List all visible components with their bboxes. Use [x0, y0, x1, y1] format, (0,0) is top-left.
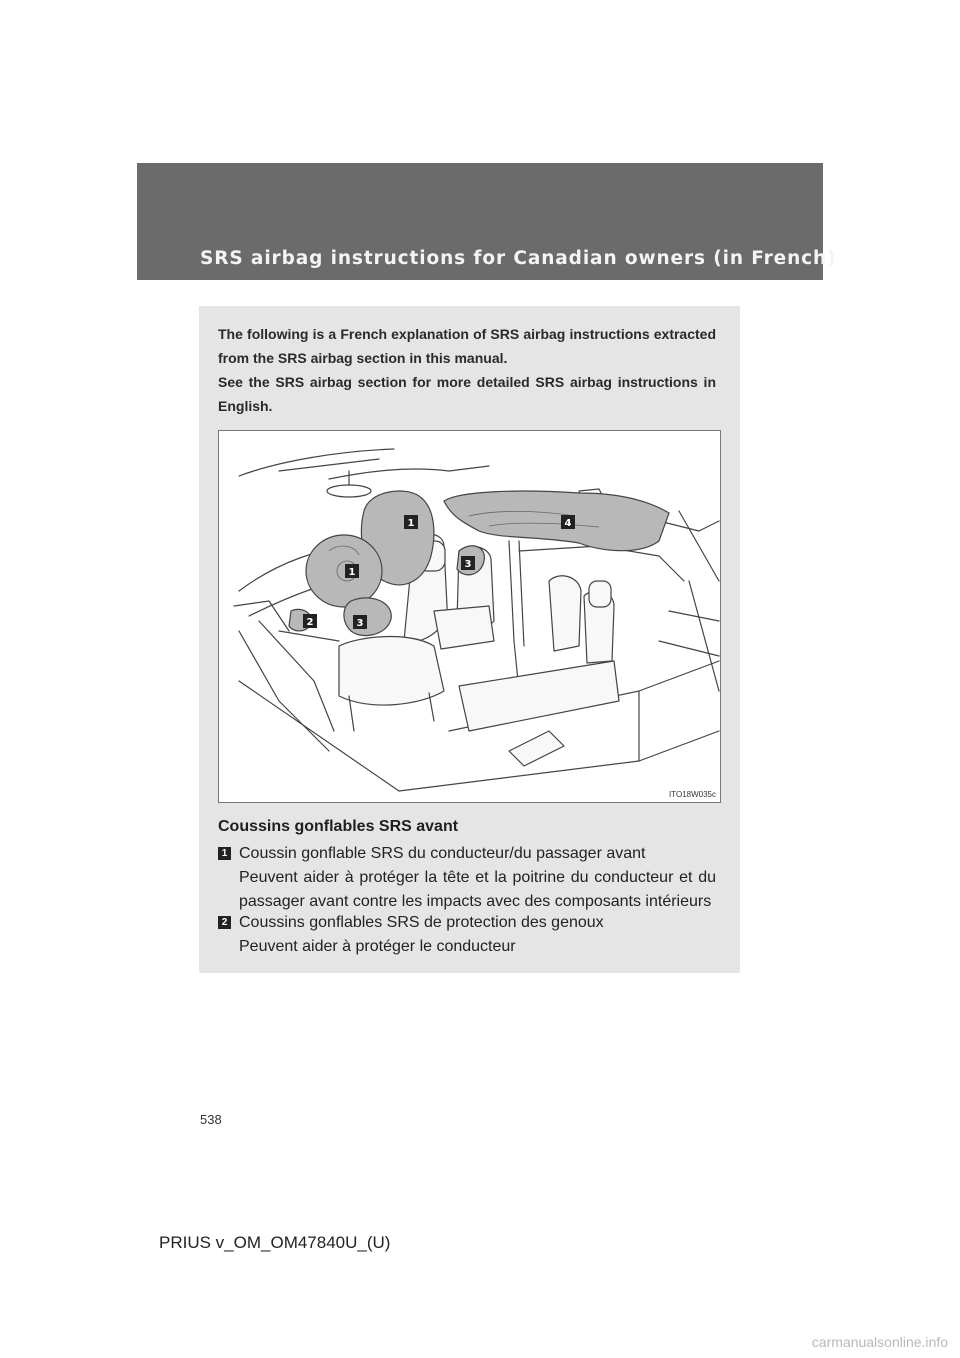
watermark: carmanualsonline.info [811, 1334, 948, 1350]
list-item-1 [218, 842, 716, 914]
item-number-badge: 1 [218, 847, 231, 860]
list-item-2 [218, 911, 716, 959]
airbag-illustration [218, 430, 721, 803]
figure-code: ITO18W035c [669, 790, 716, 799]
callout-1-upper: 1 [407, 518, 415, 529]
item-title: Coussin gonflable SRS du conducteur/du passager avant [239, 845, 646, 862]
item-description: Peuvent aider à protéger la tête et la poitrine du conducteur et du passager avant contre les impacts avec des composants intérieurs [239, 869, 716, 910]
callout-4: 4 [564, 518, 572, 529]
page-title: SRS airbag instructions for Canadian owners (in French) [200, 248, 837, 269]
vehicle-interior-drawing [219, 431, 721, 803]
section-heading: Coussins gonflables SRS avant [218, 818, 459, 835]
page-number: 538 [200, 1112, 222, 1127]
callout-3-lower: 3 [356, 618, 364, 629]
intro-paragraph-2: See the SRS airbag section for more detailed SRS airbag instructions in English. [218, 374, 716, 414]
callout-2: 2 [306, 617, 314, 628]
callout-1-lower: 1 [348, 567, 356, 578]
footer-doc-code: PRIUS v_OM_OM47840U_(U) [159, 1233, 391, 1252]
intro-paragraph-1: The following is a French explanation of SRS airbag instructions extracted from the SRS airbag section in this manual. [218, 326, 716, 366]
intro-text [218, 322, 716, 418]
item-description: Peuvent aider à protéger le conducteur [239, 938, 516, 955]
callout-3-upper: 3 [464, 559, 472, 570]
item-title: Coussins gonflables SRS de protection des genoux [239, 914, 604, 931]
item-number-badge: 2 [218, 916, 231, 929]
